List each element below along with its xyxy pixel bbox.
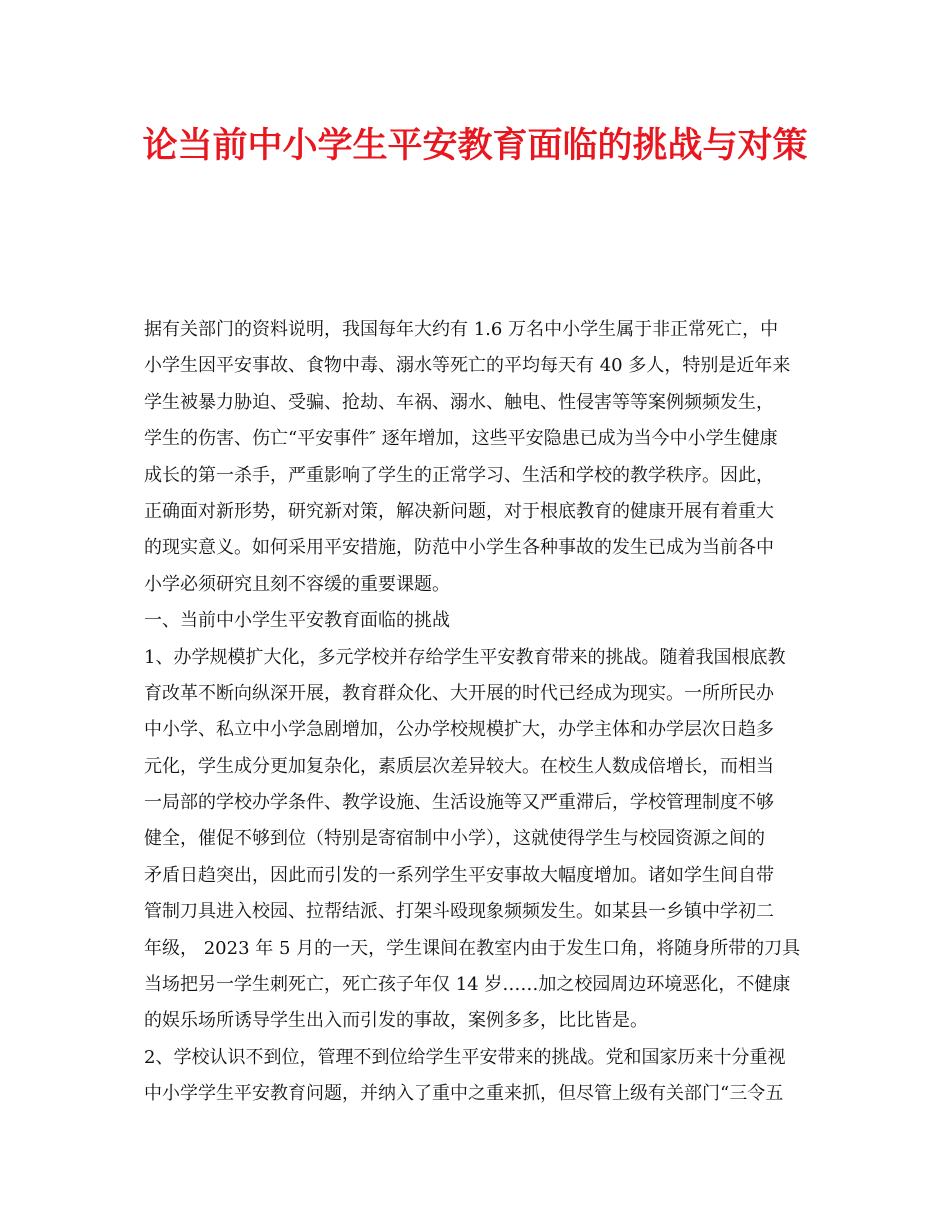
- text-line: 的现实意义。如何采用平安措施，防范中小学生各种事故的发生已成为当前各中: [144, 537, 774, 559]
- page-title: 论当前中小学生平安教育面临的挑战与对策: [142, 125, 808, 166]
- text-line: 当场把另一学生刺死亡，死亡孩子年仅 14 岁……加之校园周边环境恶化，不健康: [144, 974, 791, 996]
- text-line: 一局部的学校办学条件、教学设施、生活设施等又严重滞后，学校管理制度不够: [144, 792, 774, 814]
- text-line: 1、办学规模扩大化，多元学校并存给学生平安教育带来的挑战。随着我国根底教: [144, 646, 786, 668]
- text-line: 管制刀具进入校园、拉帮结派、打架斗殴现象频频发生。如某县一乡镇中学初二: [144, 901, 774, 923]
- text-line: 正确面对新形势，研究新对策，解决新问题，对于根底教育的健康开展有着重大: [144, 500, 774, 522]
- text-line: 元化，学生成分更加复杂化，素质层次差异较大。在校生人数成倍增长，而相当: [144, 755, 774, 777]
- text-line: 小学必须研究且刻不容缓的重要课题。: [144, 573, 450, 595]
- text-line: 育改革不断向纵深开展，教育群众化、大开展的时代已经成为现实。一所所民办: [144, 682, 774, 704]
- text-line: 中小学、私立中小学急剧增加，公办学校规模扩大，办学主体和办学层次日趋多: [144, 719, 774, 741]
- section-heading: 一、当前中小学生平安教育面临的挑战: [144, 610, 450, 632]
- text-line: 年级， 2023 年 5 月的一天，学生课间在教室内由于发生口角，将随身所带的刀具: [144, 937, 801, 959]
- text-line: 成长的第一杀手，严重影响了学生的正常学习、生活和学校的教学秩序。因此，: [144, 464, 774, 486]
- text-line: 中小学学生平安教育问题，并纳入了重中之重来抓，但尽管上级有关部门“三令五: [144, 1083, 784, 1105]
- text-line: 学生被暴力胁迫、受骗、抢劫、车祸、溺水、触电、性侵害等等案例频频发生，: [144, 391, 774, 413]
- text-line: 小学生因平安事故、食物中毒、溺水等死亡的平均每天有 40 多人，特别是近年来: [144, 355, 791, 377]
- text-line: 健全，催促不够到位（特别是寄宿制中小学），这就使得学生与校园资源之间的: [144, 828, 765, 850]
- text-line: 矛盾日趋突出，因此而引发的一系列学生平安事故大幅度增加。诸如学生间自带: [144, 864, 774, 886]
- document-body: [144, 312, 814, 1113]
- text-line: 学生的伤害、伤亡“平安事件″ 逐年增加，这些平安隐患已成为当今中小学生健康: [144, 428, 778, 450]
- text-line: 据有关部门的资料说明，我国每年大约有 1.6 万名中小学生属于非正常死亡，中: [144, 319, 779, 340]
- text-line: 2、学校认识不到位，管理不到位给学生平安带来的挑战。党和国家历来十分重视: [144, 1046, 786, 1068]
- text-line: 的娱乐场所诱导学生出入而引发的事故，案例多多，比比皆是。: [144, 1010, 648, 1032]
